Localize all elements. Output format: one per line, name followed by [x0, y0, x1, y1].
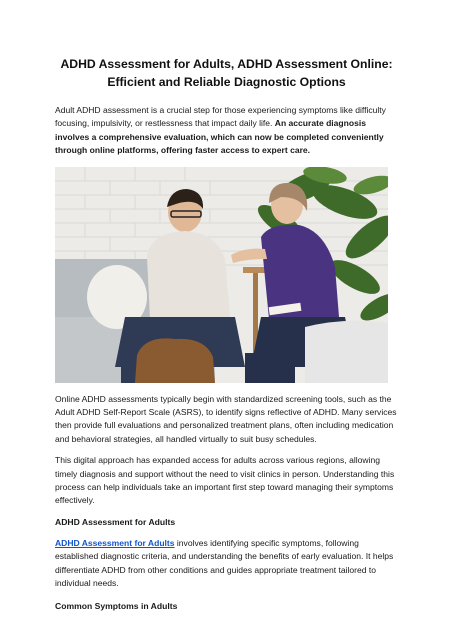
intro-paragraph — [55, 104, 398, 158]
intro-bold-text: An accurate diagnosis involves a comprehensive evaluation, which can now be completed conveniently through online platforms, offering faster access to expert care. — [55, 118, 384, 156]
intro-text: Adult ADHD assessment is a crucial step for those experiencing symptoms like difficulty focusing, impulsivity, or restlessness that impact daily life. — [55, 105, 386, 129]
section-heading-adults: ADHD Assessment for Adults — [55, 516, 176, 527]
page-title: ADHD Assessment for Adults, ADHD Assessment Online: Efficient and Reliable Diagnostic Options — [60, 57, 393, 89]
adults-assessment-text: involves identifying specific symptoms, following established diagnostic criteria, and understanding the benefits of early evaluation. It helps differentiate ADHD from other conditions and guides appropriate treatment tailored to individual needs. — [55, 537, 394, 589]
paragraph-adults-assessment — [55, 537, 398, 591]
paragraph-screening: Online ADHD assessments typically begin with standardized screening tools, such as the Adult ADHD Self-Report Scale (ASRS), to identify signs reflective of ADHD. Many services then provide full evaluations and personalized treatment plans, often including medication and behavioral strategies, all handled virtually to suit busy schedules. — [55, 393, 397, 444]
adhd-assessment-link[interactable]: ADHD Assessment for Adults — [55, 537, 175, 548]
photo-illustration — [55, 167, 388, 383]
therapy-session-photo — [55, 167, 388, 383]
paragraph-digital-access: This digital approach has expanded access for adults across various regions, allowing timely diagnosis and support without the need to visit clinics in person. Understanding this process can help individuals take an important first step toward managing their symptoms effectively. — [55, 455, 395, 506]
section-heading-symptoms: Common Symptoms in Adults — [55, 600, 178, 611]
